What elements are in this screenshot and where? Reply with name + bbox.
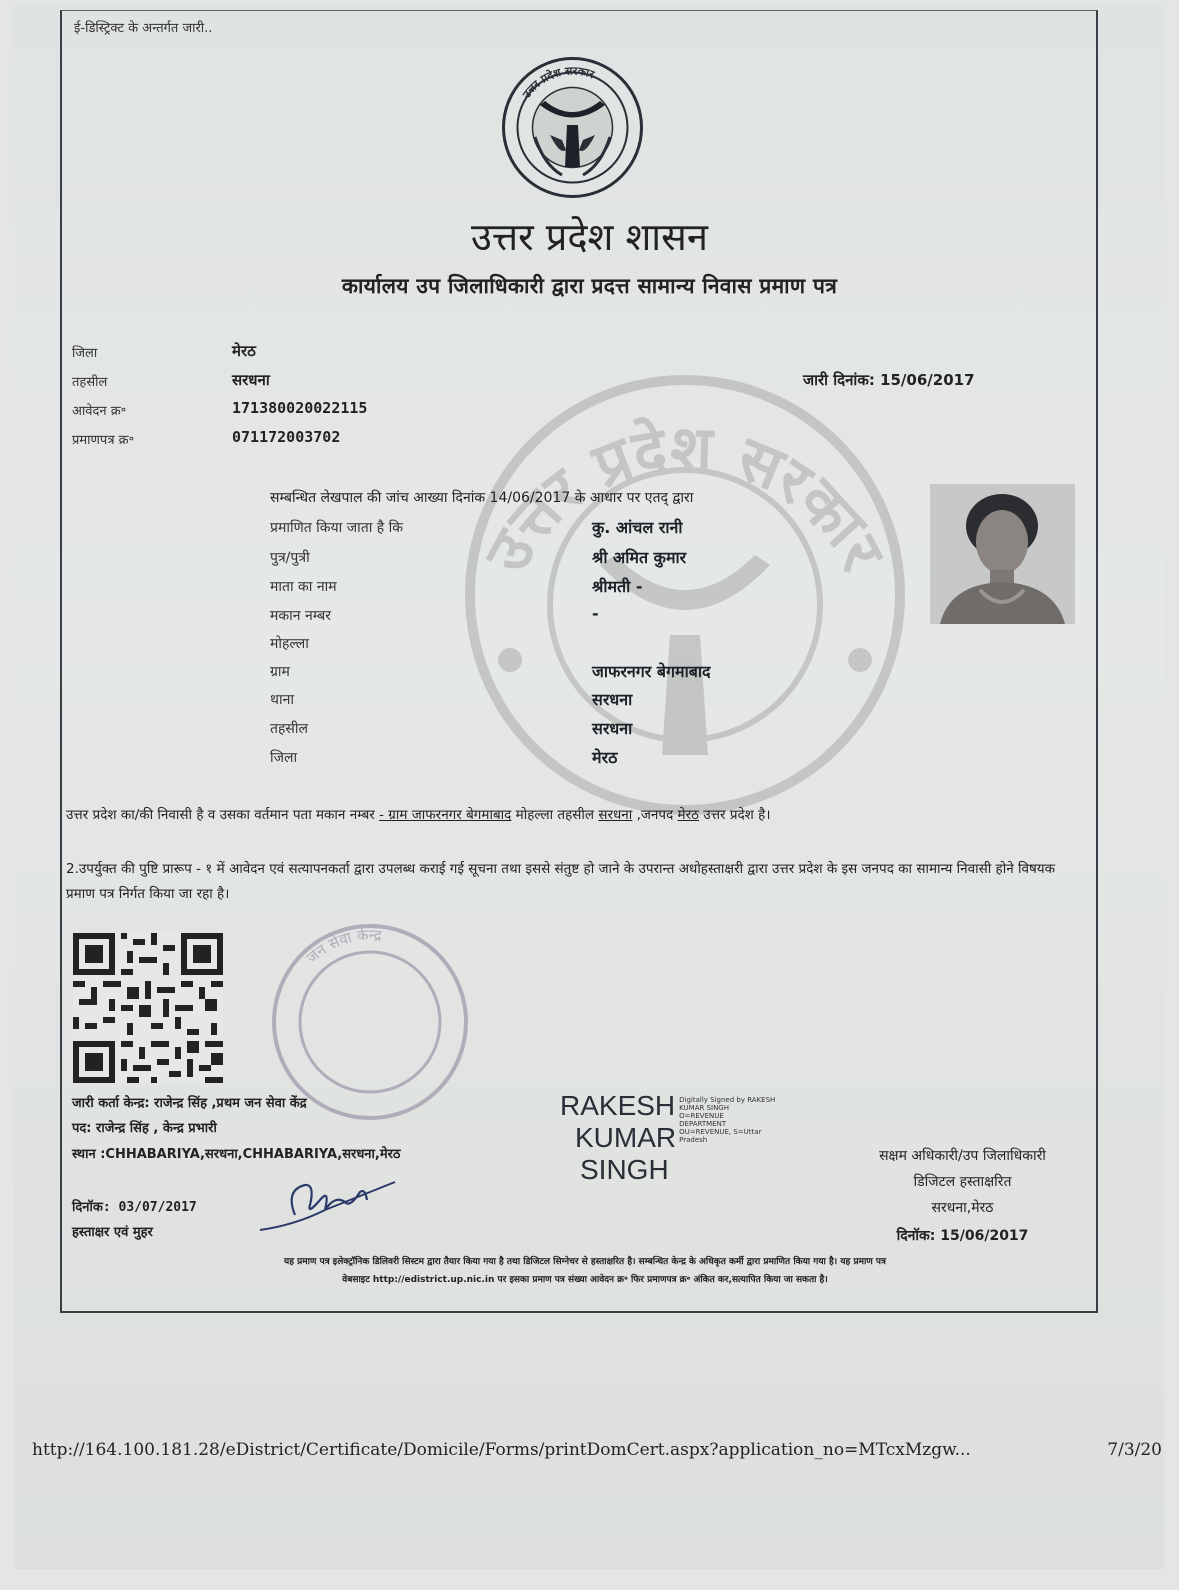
field-label-district: जिला bbox=[270, 750, 298, 766]
digital-signature bbox=[560, 1090, 829, 1186]
meta-label-certificate-no: प्रमाणपत्र क्र॰ bbox=[72, 433, 135, 448]
stamp-text: जन सेवा केन्द्र bbox=[302, 925, 383, 967]
meta-label-district: जिला bbox=[72, 346, 98, 361]
issuer-place: स्थान :CHHABARIYA,सरधना,CHHABARIYA,सरधना,मेरठ bbox=[72, 1147, 401, 1162]
signature-detail-3: O=REVENUE bbox=[679, 1112, 724, 1120]
field-label-house-no: मकान नम्बर bbox=[270, 608, 332, 624]
field-label-certified: प्रमाणित किया जाता है कि bbox=[270, 520, 404, 536]
para1-district: मेरठ bbox=[677, 807, 699, 823]
para1-text-b: मोहल्ला तहसील bbox=[511, 807, 599, 823]
print-url: http://164.100.181.28/eDistrict/Certificate/Domicile/Forms/printDomCert.aspx?application_no=MTcxMzgw... bbox=[32, 1440, 971, 1460]
field-value-district: मेरठ bbox=[592, 748, 618, 767]
field-value-tehsil: सरधना bbox=[592, 719, 633, 738]
signature-detail-1: Digitally Signed by RAKESH bbox=[679, 1096, 776, 1104]
meta-value-application-no: 171380020022115 bbox=[232, 399, 368, 417]
field-label-son-daughter: पुत्र/पुत्री bbox=[270, 550, 310, 566]
field-value-police-station: सरधना bbox=[592, 690, 633, 709]
issuer-centre: जारी कर्ता केन्द्र: राजेन्द्र सिंह ,प्रथम जन सेवा केंद्र bbox=[72, 1096, 307, 1111]
field-value-village: जाफरनगर बेगमाबाद bbox=[592, 662, 711, 681]
para1-address: - ग्राम जाफरनगर बेगमाबाद bbox=[379, 807, 512, 823]
verification-paragraph: 2.उपर्युक्त की पुष्टि प्रारूप - १ में आवेदन एवं सत्यापनकर्ता द्वारा उपलब्ध कराई गई सूचना तथा इससे संतुष्ट हो जाने के उपरान्त अधोहस्ताक्षरी द्वारा उत्तर प्रदेश के इस जनपद का सामान्य निवासी होने विषयक प्रमाण पत्र निर्गत किया जा रहा है। bbox=[66, 861, 1055, 902]
field-label-mohalla: मोहल्ला bbox=[270, 636, 309, 652]
qr-code bbox=[73, 933, 223, 1083]
svg-text:जन सेवा केन्द्र bbox=[303, 926, 384, 967]
issue-date: जारी दिनांक: 15/06/2017 bbox=[803, 371, 975, 389]
field-value-name: कु. आंचल रानी bbox=[592, 518, 683, 537]
para1-text-a: उत्तर प्रदेश का/की निवासी है व उसका वर्तमान पता मकान नम्बर bbox=[66, 807, 380, 823]
meta-value-certificate-no: 071172003702 bbox=[232, 428, 341, 446]
field-value-mother: श्रीमती - bbox=[592, 577, 643, 596]
emblem-text: उत्तर प्रदेश सरकार bbox=[519, 64, 596, 101]
signer-name-line-1: RAKESH bbox=[560, 1090, 676, 1121]
field-label-village: ग्राम bbox=[270, 664, 290, 680]
authority-place: सरधना,मेरठ bbox=[931, 1200, 994, 1216]
signer-name-line-2: KUMAR bbox=[575, 1122, 677, 1153]
signer-name-line-3: SINGH bbox=[580, 1154, 669, 1185]
watermark-emblem bbox=[450, 375, 920, 815]
handwritten-signature bbox=[255, 1170, 405, 1240]
signature-detail-5: OU=REVENUE, S=Uttar bbox=[679, 1128, 762, 1136]
issuer-date: दिनॉक: 03/07/2017 bbox=[72, 1200, 197, 1215]
header-note: ई-डिस्ट्रिक्ट के अन्तर्गत जारी.. bbox=[74, 21, 213, 36]
address-paragraph bbox=[66, 803, 1066, 828]
print-footer bbox=[32, 1440, 1172, 1460]
para1-tehsil: सरधना bbox=[598, 807, 633, 823]
authority-designation: सक्षम अधिकारी/उप जिलाधिकारी bbox=[879, 1148, 1046, 1164]
authority-digitally-signed: डिजिटल हस्ताक्षरित bbox=[913, 1174, 1012, 1190]
field-label-tehsil: तहसील bbox=[270, 721, 308, 737]
field-label-mother: माता का नाम bbox=[270, 579, 337, 595]
para1-text-c: ,जनपद bbox=[632, 807, 678, 823]
signature-detail-6: Pradesh bbox=[679, 1136, 708, 1144]
footer-note-line-1: यह प्रमाण पत्र इलेक्ट्रॉनिक डिलिवरी सिस्टम द्वारा तैयार किया गया है तथा डिजिटल सिग्नेचर से हस्ताक्षरित है। सम्बन्धित केन्द्र के अधिकृत कर्मी द्वारा प्रमाणित किया गया है। यह प्रमाण पत्र bbox=[283, 1257, 887, 1267]
signature-detail-4: DEPARTMENT bbox=[679, 1120, 727, 1128]
footer-note-line-2: वेबसाइट http://edistrict.up.nic.in पर इसका प्रमाण पत्र संख्या आवेदन क्र॰ फिर प्रमाणपत्र क्र॰ अंकित कर,सत्यापित किया जा सकता है। bbox=[342, 1275, 828, 1285]
field-value-house-no: - bbox=[592, 604, 599, 623]
meta-label-tehsil: तहसील bbox=[72, 375, 108, 390]
authority-date: दिनॉक: 15/06/2017 bbox=[896, 1228, 1029, 1244]
field-label-police-station: थाना bbox=[270, 692, 294, 708]
intro-text: सम्बन्धित लेखपाल की जांच आख्या दिनांक 14/06/2017 के आधार पर एतद् द्वारा bbox=[270, 490, 694, 506]
certificate-subtitle: कार्यालय उप जिलाधिकारी द्वारा प्रदत्त सामान्य निवास प्रमाण पत्र bbox=[341, 274, 838, 298]
watermark-text: उत्तर प्रदेश सरकार bbox=[469, 410, 900, 585]
page-title: उत्तर प्रदेश शासन bbox=[471, 215, 708, 259]
para1-text-d: उत्तर प्रदेश है। bbox=[699, 807, 771, 823]
signature-detail-2: KUMAR SINGH bbox=[679, 1104, 729, 1112]
issuer-designation: पद: राजेन्द्र सिंह , केन्द्र प्रभारी bbox=[72, 1121, 217, 1136]
print-date: 7/3/20 bbox=[1107, 1440, 1162, 1460]
issuer-sign-label: हस्ताक्षर एवं मुहर bbox=[72, 1225, 153, 1240]
meta-value-district: मेरठ bbox=[232, 342, 256, 360]
applicant-photo bbox=[930, 484, 1075, 624]
up-government-emblem bbox=[500, 55, 645, 200]
meta-value-tehsil: सरधना bbox=[232, 371, 270, 389]
field-value-father: श्री अमित कुमार bbox=[592, 548, 687, 567]
meta-label-application-no: आवेदन क्र॰ bbox=[72, 404, 127, 419]
office-stamp bbox=[268, 922, 473, 1122]
